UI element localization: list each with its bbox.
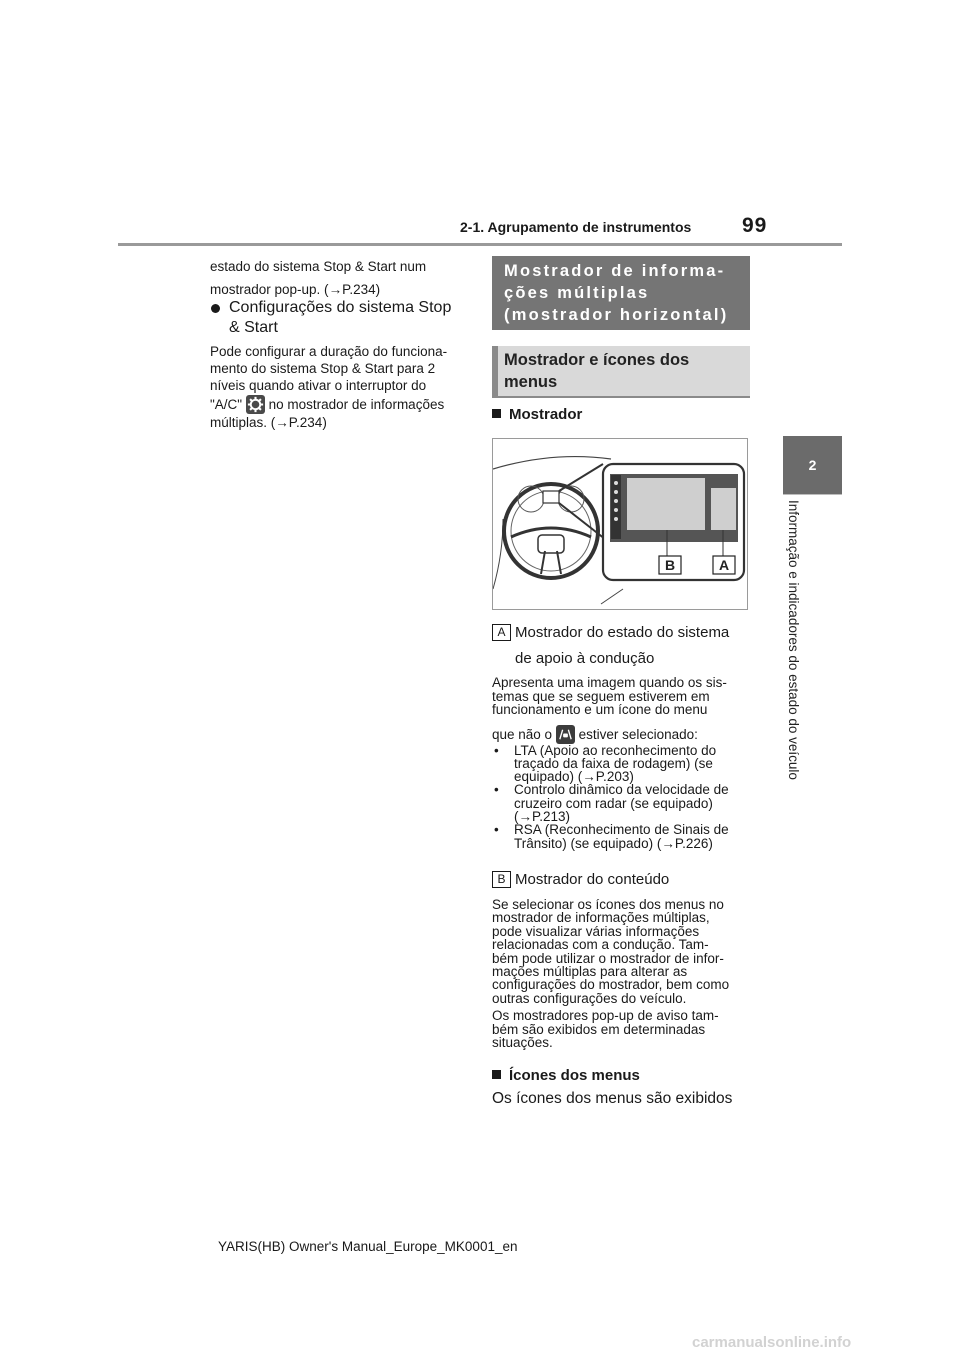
- item-b-heading: B Mostrador do conteúdo: [492, 867, 754, 893]
- label-b-badge: B: [492, 871, 511, 888]
- sub-heading-box: Mostrador e ícones dos menus: [492, 346, 750, 398]
- callout-label-b: B: [664, 557, 676, 573]
- stop-start-body: Pode configurar a duração do funciona- mento do sistema Stop & Start para 2 níveis quando ativar o interruptor do "A/C" no mostrador de informações múltiplas. (→P.234): [210, 344, 448, 430]
- item-a-description: Apresenta uma imagem quando os sis- temas que se seguem estiverem em funcionamento e um ícone do menu que não o estiver selecionado: • LTA (Apoio ao reconhecimento do traçado da faixa de rodagem) (se equipado) (→P.203) • Controlo dinâmico da velocidade de cruzeiro com radar (se equipado) (→P.213) • RSA (Reconhecimento de Sinais de Trânsito) (se equipado) (→P.226): [492, 676, 754, 850]
- chapter-tab-number: 2: [783, 436, 842, 494]
- list-item: • LTA (Apoio ao reconhecimento do traçado da faixa de rodagem) (se equipado) (→P.203): [492, 744, 754, 784]
- bullet-heading-stop-start: Configurações do sistema Stop & Start: [211, 298, 476, 338]
- bullet-dot-icon: [211, 304, 220, 313]
- watermark: carmanualsonline.info: [692, 1334, 852, 1351]
- header-rule: [118, 243, 842, 246]
- section-title: 2-1. Agrupamento de instrumentos: [460, 219, 692, 235]
- settings-gear-icon: [246, 395, 265, 414]
- page-number: 99: [742, 214, 768, 237]
- subsection-icones-menus: Ícones dos menus: [492, 1067, 640, 1084]
- main-heading-box: Mostrador de informa- ções múltiplas (mostrador horizontal): [492, 256, 750, 330]
- list-item: • Controlo dinâmico da velocidade de cruzeiro com radar (se equipado) (→P.213): [492, 783, 754, 823]
- item-a-heading: A Mostrador do estado do sistema de apoio à condução: [492, 620, 754, 672]
- subsection-mostrador: Mostrador: [492, 406, 582, 423]
- driving-assist-icon: [556, 725, 575, 744]
- closing-line: Os ícones dos menus são exibidos: [492, 1090, 733, 1107]
- item-b-description: Se selecionar os ícones dos menus no mostrador de informações múltiplas, pode visualizar várias informações relacionadas com a condução. Tam- bém pode utilizar o mostrador de infor- mações múltiplas para alterar as configurações do mostrador, bem como outras configurações do veículo. Os mostradores pop-up de aviso tam- bém são exibidos em determinadas situações.: [492, 897, 730, 1051]
- list-item: • RSA (Reconhecimento de Sinais de Trânsito) (se equipado) (→P.226): [492, 823, 754, 850]
- dashboard-drawing: [493, 439, 747, 609]
- page-ref-link[interactable]: →P.234: [328, 282, 376, 297]
- label-a-badge: A: [492, 624, 511, 641]
- page-ref-link[interactable]: →P.234: [275, 414, 323, 430]
- square-bullet-icon: [492, 1070, 501, 1079]
- chapter-tab-divider: [783, 494, 842, 495]
- dashboard-illustration: [492, 438, 748, 610]
- chapter-tab-label: Informação e indicadores do estado do veículo: [786, 500, 801, 780]
- callout-label-a: A: [718, 557, 730, 573]
- square-bullet-icon: [492, 409, 501, 418]
- footer-doc-id: YARIS(HB) Owner's Manual_Europe_MK0001_en: [218, 1239, 518, 1254]
- continued-text: estado do sistema Stop & Start num mostrador pop-up. (→P.234): [210, 259, 427, 297]
